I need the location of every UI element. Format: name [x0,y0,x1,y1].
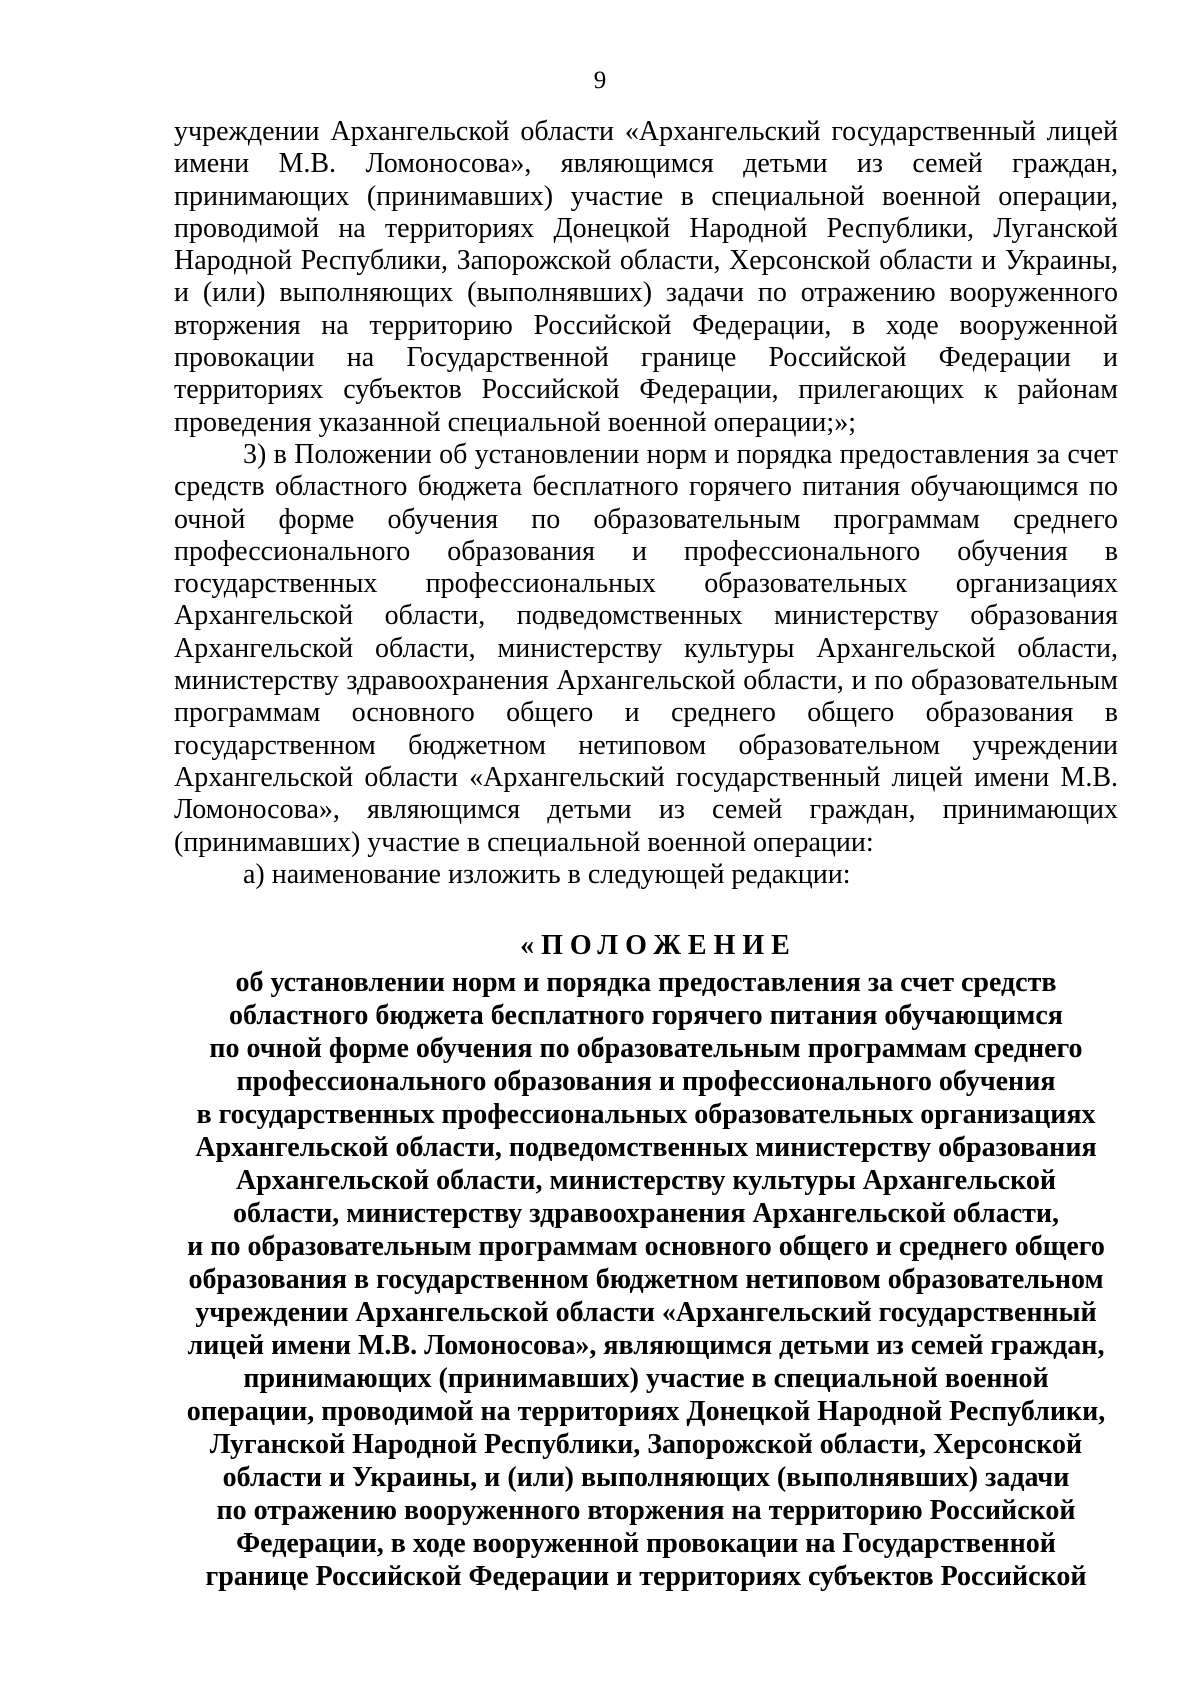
page-number: 9 [593,67,607,94]
heading-line: в государственных профессиональных образовательных организациях [196,1099,1096,1130]
heading-line: областного бюджета бесплатного горячего питания обучающимся [229,1000,1063,1031]
heading-line: образования в государственном бюджетном нетиповом образовательном [188,1264,1104,1295]
heading-line: области и Украины, и (или) выполняющих (выполнявших) задачи [222,1462,1070,1493]
heading-line: Архангельской области, подведомственных министерству образования [195,1132,1097,1163]
heading-line: лицей имени М.В. Ломоносова», являющимся детьми из семей граждан, [187,1330,1105,1361]
heading-line: Луганской Народной Республики, Запорожской области, Херсонской [209,1429,1083,1460]
heading-line: об установлении норм и порядка предоставления за счет средств [235,967,1057,998]
heading-line: области, министерству здравоохранения Архангельской области, [232,1198,1060,1229]
heading-line: принимающих (принимавших) участие в специальной военной [243,1363,1049,1394]
body-text [174,116,1118,891]
heading-line: профессионального образования и профессионального обучения [236,1066,1056,1097]
heading-subtitle [174,966,1118,1593]
paragraph-item-3: 3) в Положении об установлении норм и порядка предоставления за счет средств областного бюджета бесплатного горячего питания обучающимся по очной форме обучения по образовательным программам среднего профессионального образования и профессионального обучения в государственных профессиональных образовательных организациях Архангельской области, подведомственных министерству образования Архангельской области, министерству культуры Архангельской области, министерству здравоохранения Архангельской области, и по образовательным программам основного общего и среднего общего образования в государственном бюджетном нетиповом образовательном учреждении Архангельской области «Архангельский государственный лицей имени М.В. Ломоносова», являющимся детьми из семей граждан, принимающих (принимавших) участие в специальной военной операции: [174,438,1118,858]
paragraph-continuation: учреждении Архангельской области «Архангельский государственный лицей имени М.В. Ломоносова», являющимся детьми из семей граждан, принимающих (принимавших) участие в специальной военной операции, проводимой на территориях Донецкой Народной Республики, Луганской Народной Республики, Запорожской области, Херсонской области и Украины, и (или) выполняющих (выполнявших) задачи по отражению вооруженного вторжения на территорию Российской Федерации, в ходе вооруженной провокации на Государственной границе Российской Федерации и территориях субъектов Российской Федерации, прилегающих к районам проведения указанной специальной военной операции;»; [174,116,1118,438]
paragraph-subitem-a: а) наименование изложить в следующей редакции: [243,858,851,890]
heading-line: операции, проводимой на территориях Донецкой Народной Республики, [186,1396,1106,1427]
heading-line: Архангельской области, министерству культуры Архангельской [236,1165,1056,1196]
heading-line: по очной форме обучения по образовательным программам среднего [209,1033,1083,1064]
heading-line: по отражению вооруженного вторжения на территорию Российской [216,1495,1076,1526]
regulation-heading [174,928,1118,1593]
heading-title: «ПОЛОЖЕНИЕ [520,930,797,961]
heading-line: учреждении Архангельской области «Архангельский государственный [195,1297,1097,1328]
heading-line: границе Российской Федерации и территориях субъектов Российской [205,1561,1087,1592]
heading-line: Федерации, в ходе вооруженной провокации на Государственной [236,1528,1056,1559]
heading-line: и по образовательным программам основного общего и среднего общего [187,1231,1105,1262]
